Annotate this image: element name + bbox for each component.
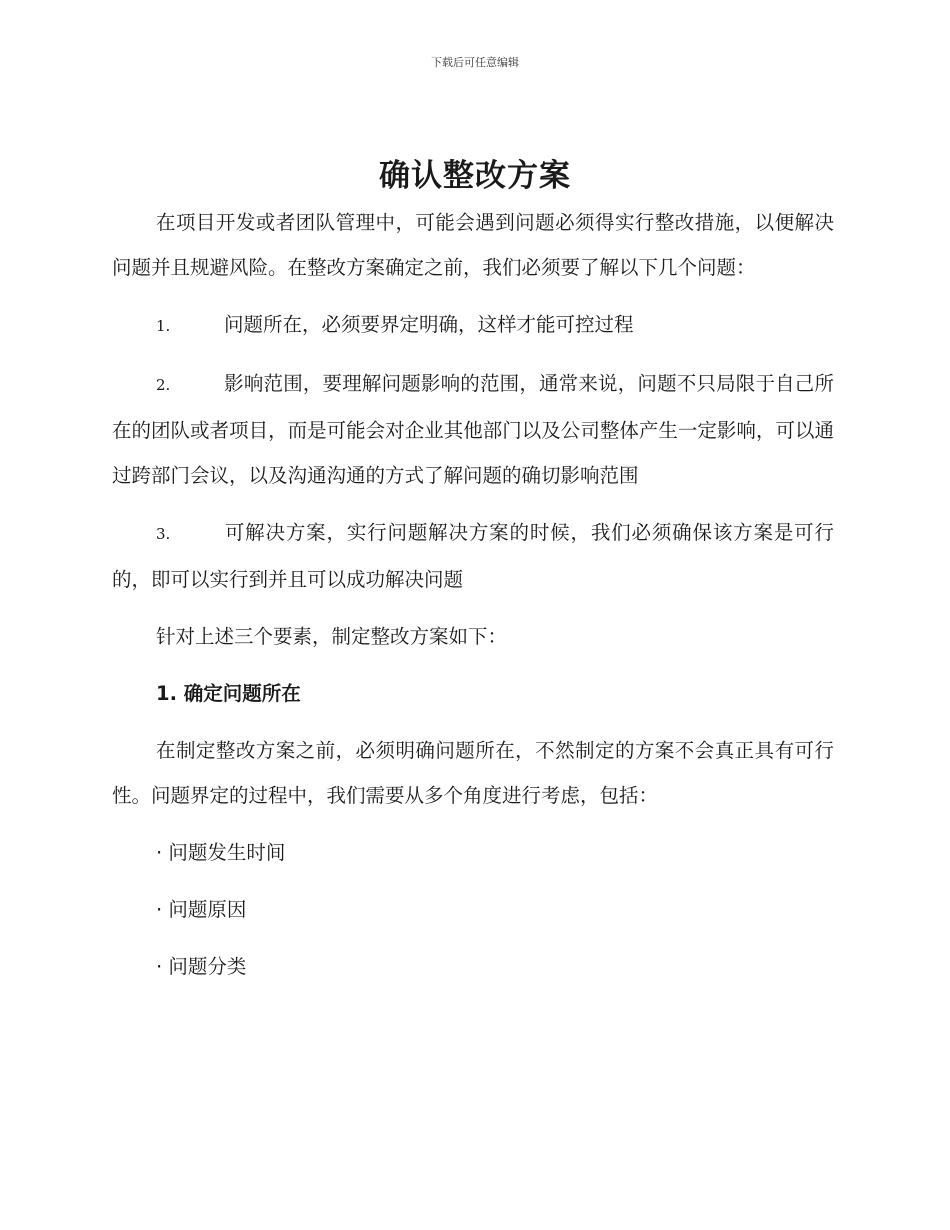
list-item-number: 2. [156, 376, 171, 394]
list-item-text: 问题所在，必须要界定明确，这样才能可控过程 [224, 313, 634, 336]
section-paragraph: 在制定整改方案之前，必须明确问题所在，不然制定的方案不会真正具有可行性。问题界定的过程中，我们需要从多个角度进行考虑，包括： [112, 739, 834, 807]
list-item [112, 302, 834, 349]
list-item-text: 影响范围，要理解问题影响的范围，通常来说，问题不只局限于自己所在的团队或者项目，而是可能会对企业其他部门以及公司整体产生一定影响，可以通过跨部门会议，以及沟通沟通的方式了解问题的确切影响范围 [112, 372, 834, 487]
bullet-item: · 问题分类 [156, 955, 247, 978]
list-item [112, 361, 834, 498]
document-body [112, 200, 834, 1001]
section-heading: 1. 确定问题所在 [156, 682, 301, 705]
list-item-text: 可解决方案，实行问题解决方案的时候，我们必须确保该方案是可行的，即可以实行到并且可以成功解决问题 [112, 521, 834, 591]
bullet-item: · 问题发生时间 [156, 841, 286, 864]
list-item [112, 510, 834, 602]
header-note: 下载后可任意编辑 [431, 56, 519, 69]
summary-paragraph: 针对上述三个要素，制定整改方案如下： [156, 625, 508, 648]
list-item-number: 1. [156, 317, 171, 335]
list-item-number: 3. [156, 525, 171, 543]
bullet-item: · 问题原因 [156, 898, 247, 921]
intro-paragraph: 在项目开发或者团队管理中，可能会遇到问题必须得实行整改措施，以便解决问题并且规避风险。在整改方案确定之前，我们必须要了解以下几个问题： [112, 211, 834, 279]
document-title: 确认整改方案 [379, 158, 571, 194]
